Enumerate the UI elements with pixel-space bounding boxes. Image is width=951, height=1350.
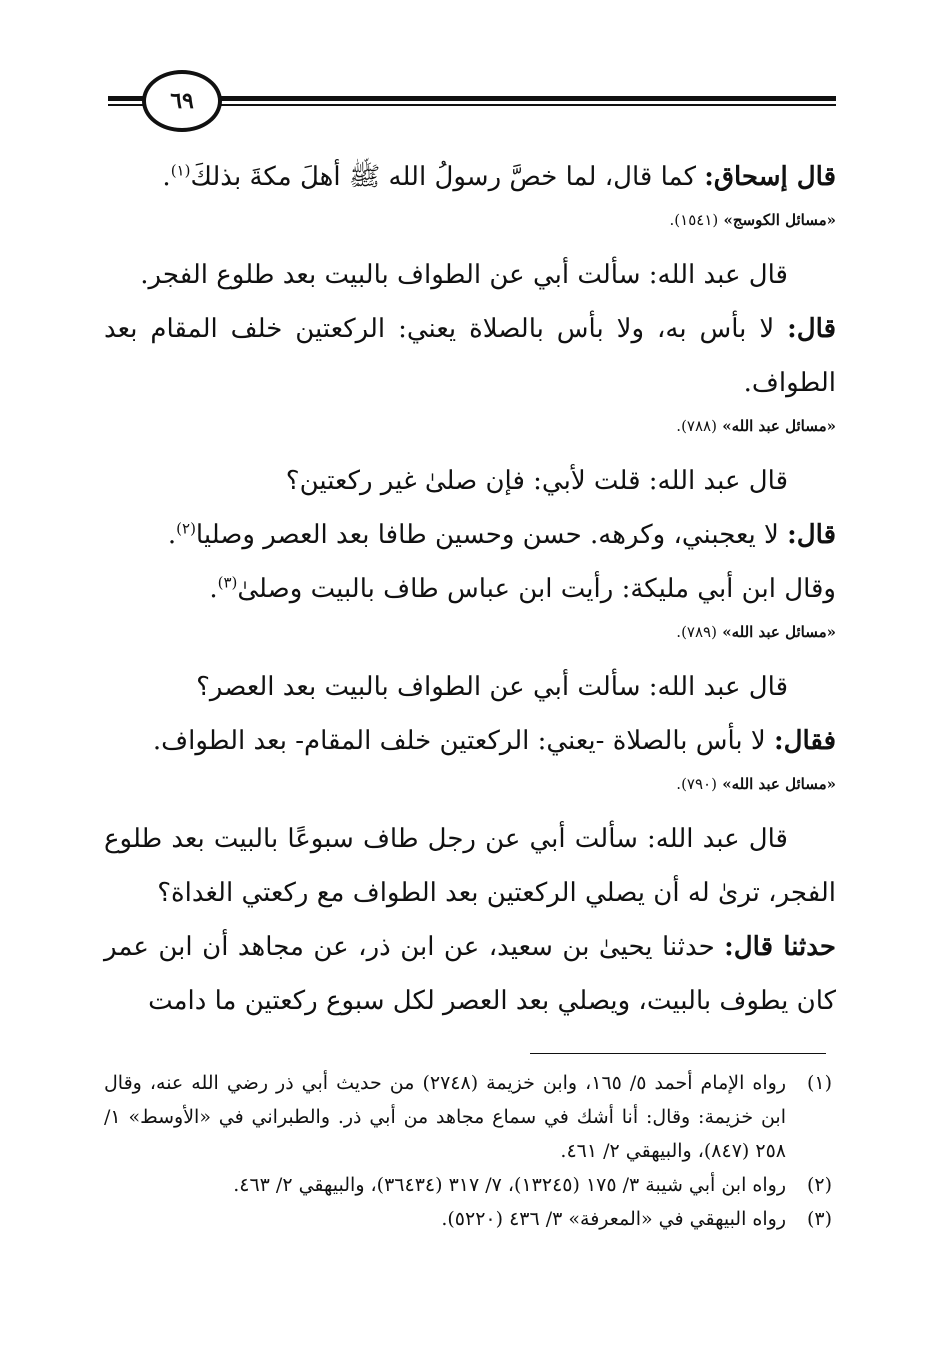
main-text [104, 150, 836, 1028]
speaker-label: قال إسحاق: [704, 162, 836, 192]
paragraph-text: قال عبد الله: قلت لأبي: فإن صلىٰ غير ركعتين؟ [285, 466, 788, 496]
citation-source: «مسائل عبد الله» [722, 623, 836, 641]
text-paragraph [104, 454, 836, 508]
citation-source: «مسائل عبد الله» [722, 775, 836, 793]
footnote-number: (١) [806, 1072, 832, 1094]
paragraph-text: لا بأس بالصلاة -يعني: الركعتين خلف المقام- بعد الطواف. [152, 726, 774, 756]
citation-source: «مسائل الكوسج» [723, 211, 836, 229]
text-paragraph [104, 920, 836, 1028]
citation-number: (٧٨٩). [676, 623, 717, 641]
speaker-label: فقال: [774, 726, 836, 756]
citation-number: (٧٩٠). [676, 775, 717, 793]
paragraph-text: قال عبد الله: سألت أبي عن رجل طاف سبوعًا بالبيت بعد طلوع الفجر، ترىٰ له أن يصلي الركعتين بعد الطواف مع ركعتي الغداة؟ [104, 824, 836, 908]
text-paragraph [104, 150, 836, 204]
footnote-number: (٢) [806, 1174, 832, 1196]
paragraph-end: . [167, 520, 177, 550]
text-paragraph [104, 660, 836, 714]
footnote-separator [530, 1053, 826, 1054]
footnote-ref: (٢) [176, 519, 196, 538]
paragraph-text: لا بأس به، ولا بأس بالصلاة يعني: الركعتين خلف المقام بعد الطواف. [104, 314, 836, 398]
speaker-label: قال: [787, 520, 836, 550]
paragraph-end: . [162, 162, 171, 192]
text-paragraph [104, 562, 836, 616]
paragraph-text: قال عبد الله: سألت أبي عن الطواف بالبيت بعد طلوع الفجر. [140, 260, 788, 290]
footnote-number: (٣) [806, 1208, 832, 1230]
citation [104, 770, 836, 798]
citation [104, 206, 836, 234]
footnote-text: رواه ابن أبي شيبة ٣/ ١٧٥ (١٣٢٤٥)، ٧/ ٣١٧ (٣٦٤٣٤)، والبيهقي ٢/ ٤٦٣. [233, 1174, 786, 1196]
footnotes [104, 1066, 832, 1236]
paragraph-text: لا يعجبني، وكرهه. حسن وحسين طافا بعد العصر وصليا [195, 520, 788, 550]
page-number-badge [142, 70, 222, 132]
text-paragraph [104, 714, 836, 768]
text-paragraph [104, 248, 836, 302]
footnote-text: رواه الإمام أحمد ٥/ ١٦٥، وابن خزيمة (٢٧٤٨) من حديث أبي ذر رضي الله عنه، وقال ابن خزيمة: وقال: أنا أشك في سماع مجاهد من أبي ذر. والطبراني في «الأوسط» ١/ ٢٥٨ (٨٤٧)، والبيهقي ٢/ ٤٦١. [104, 1072, 786, 1162]
citation [104, 412, 836, 440]
citation-source: «مسائل عبد الله» [722, 417, 836, 435]
footnote-item [104, 1202, 832, 1236]
footnote-text: رواه البيهقي في «المعرفة» ٣/ ٤٣٦ (٥٢٢٠). [441, 1208, 786, 1230]
citation-number: (١٥٤١). [669, 211, 719, 229]
footnote-item [104, 1066, 832, 1168]
text-paragraph [104, 302, 836, 410]
citation [104, 618, 836, 646]
speaker-label: قال: [787, 314, 836, 344]
paragraph-text: قال عبد الله: سألت أبي عن الطواف بالبيت بعد العصر؟ [196, 672, 788, 702]
footnote-ref: (١) [170, 161, 191, 180]
paragraph-text: وقال ابن أبي مليكة: رأيت ابن عباس طاف بالبيت وصلىٰ [237, 574, 836, 604]
text-paragraph [104, 508, 836, 562]
speaker-label: حدثنا قال: [724, 932, 836, 962]
page-header [108, 70, 836, 130]
paragraph-end: . [209, 574, 218, 604]
page-number: ٦٩ [170, 88, 194, 114]
paragraph-text: كما قال، لما خصَّ رسولُ الله ﷺ أهلَ مكةَ بذلكَ [190, 162, 705, 192]
text-paragraph [104, 812, 836, 920]
footnote-item [104, 1168, 832, 1202]
citation-number: (٧٨٨). [676, 417, 717, 435]
paragraph-text: حدثنا يحيىٰ بن سعيد، عن ابن ذر، عن مجاهد أن ابن عمر كان يطوف بالبيت، ويصلي بعد العصر لكل سبوع ركعتين ما دامت [104, 932, 836, 1016]
footnote-ref: (٣) [217, 573, 238, 592]
